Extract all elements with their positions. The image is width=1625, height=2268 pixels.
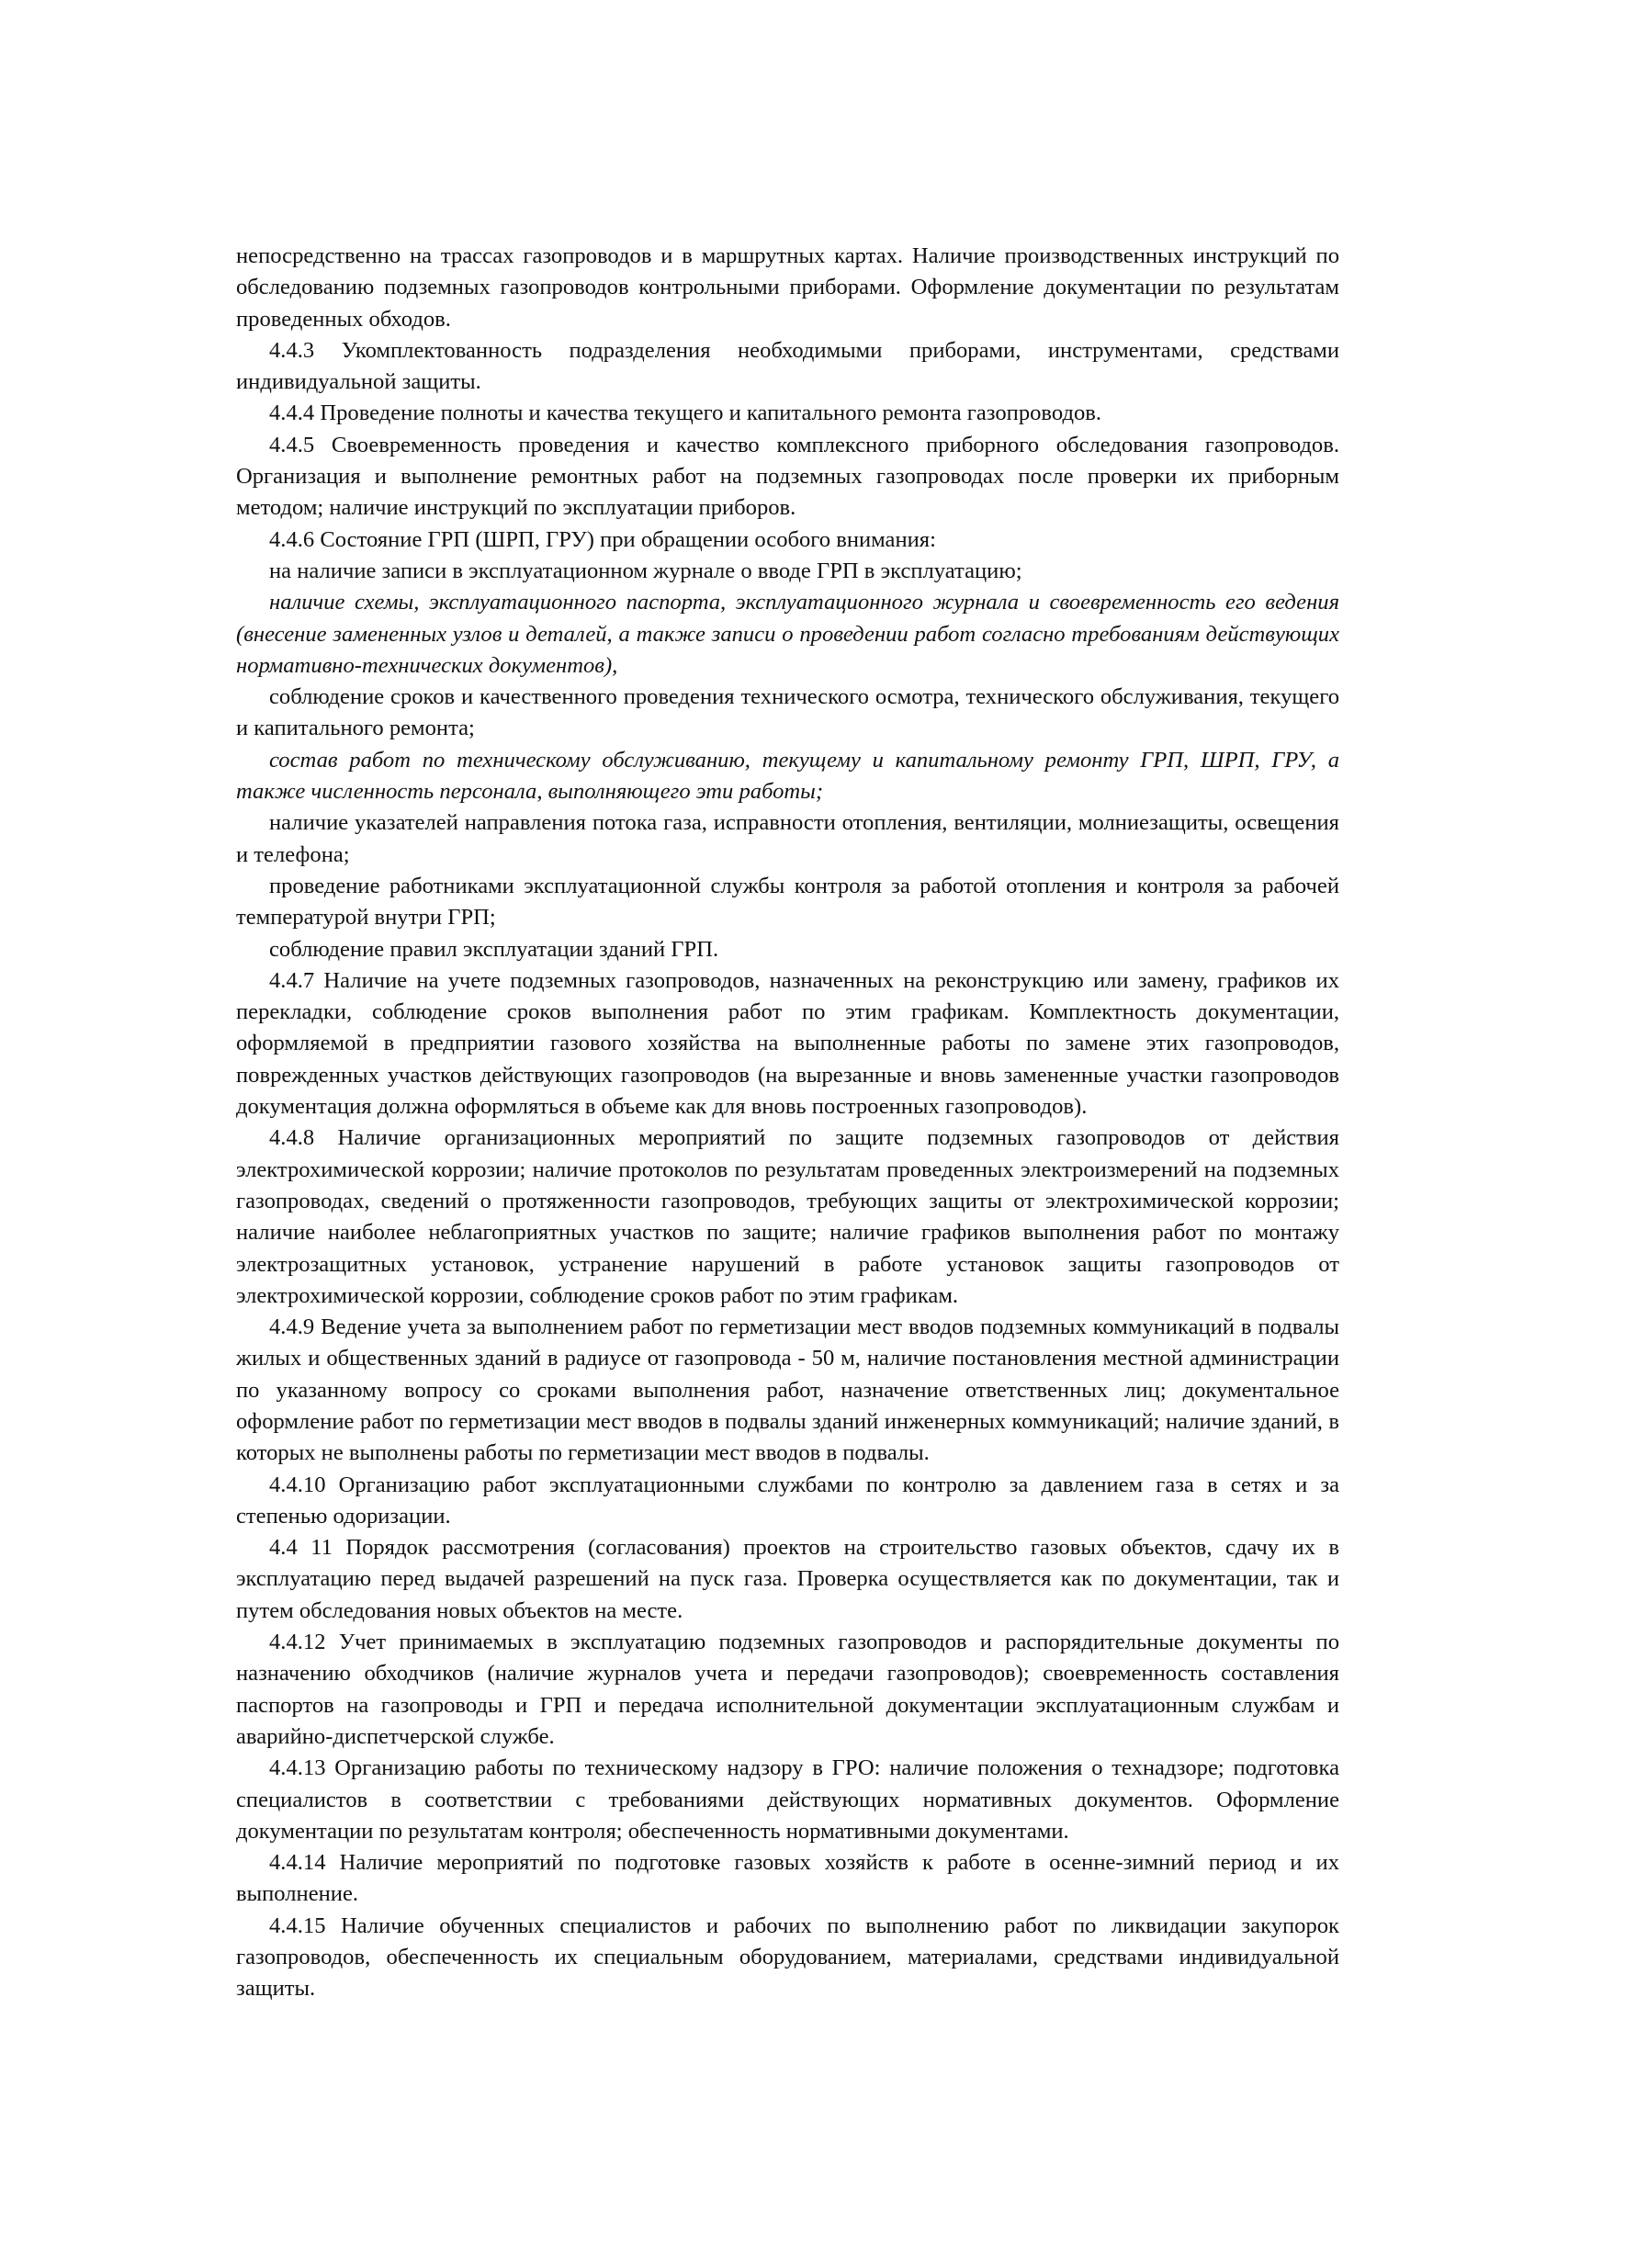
document-body [236, 241, 1339, 2005]
paragraph-4-4-4: 4.4.4 Проведение полноты и качества текущего и капитального ремонта газопроводов. [269, 401, 1102, 426]
paragraph-4-4-13: 4.4.13 Организацию работы по техническому надзору в ГРО: наличие положения о технадзоре; подготовка специалистов в соответствии с требованиями действующих нормативных документов. Оформление документации по результатам контроля; обеспеченность нормативными документами. [236, 1755, 1339, 1844]
paragraph-4-4-6-item-journal-record: на наличие записи в эксплуатационном журнале о вводе ГРП в эксплуатацию; [269, 558, 1022, 583]
paragraph-4-4-14: 4.4.14 Наличие мероприятий по подготовке газовых хозяйств к работе в осенне-зимний период и их выполнение. [236, 1850, 1339, 1907]
paragraph-4-4-3: 4.4.3 Укомплектованность подразделения необходимыми приборами, инструментами, средствами индивидуальной защиты. [236, 337, 1339, 395]
paragraph-4-4-15: 4.4.15 Наличие обученных специалистов и рабочих по выполнению работ по ликвидации закупорок газопроводов, обеспеченность их специальным оборудованием, материалами, средствами индивидуальной защиты. [236, 1913, 1339, 2002]
paragraph-4-4-6-item-scheme-passport: наличие схемы, эксплуатационного паспорта, эксплуатационного журнала и своевременность его ведения (внесение замененных узлов и деталей, а также записи о проведении работ согласно требованиям действующих нормативно-технических документов), [236, 590, 1339, 678]
paragraph-4-4-6-item-inspection-terms: соблюдение сроков и качественного проведения технического осмотра, технического обслуживания, текущего и капитального ремонта; [236, 684, 1339, 741]
paragraph-4-4-11: 4.4 11 Порядок рассмотрения (согласования) проектов на строительство газовых объектов, сдачу их в эксплуатацию перед выдачей разрешений на пуск газа. Проверка осуществляется как по документации, так и путем обследования новых объектов на месте. [236, 1535, 1339, 1623]
paragraph-4-4-6-item-heating-control: проведение работниками эксплуатационной службы контроля за работой отопления и контроля за рабочей температурой внутри ГРП; [236, 873, 1339, 931]
paragraph-4-4-6-item-flow-indicators: наличие указателей направления потока газа, исправности отопления, вентиляции, молниезащиты, освещения и телефона; [236, 810, 1339, 867]
paragraph-4-4-12: 4.4.12 Учет принимаемых в эксплуатацию подземных газопроводов и распорядительные документы по назначению обходчиков (наличие журналов учета и передачи газопроводов); своевременность составления паспортов на газопроводы и ГРП и передача исполнительной документации эксплуатационным службам и аварийно-диспетчерской службе. [236, 1630, 1339, 1749]
paragraph-4-4-8: 4.4.8 Наличие организационных мероприятий по защите подземных газопроводов от действия электрохимической коррозии; наличие протоколов по результатам проведенных электроизмерений на подземных газопроводах, сведений о протяженности газопроводов, требующих защиты от электрохимической коррозии; наличие наиболее неблагоприятных участков по защите; наличие графиков выполнения работ по монтажу электрозащитных установок, устранение нарушений в работе установок защиты газопроводов от электрохимической коррозии, соблюдение сроков работ по этим графикам. [236, 1125, 1339, 1308]
paragraph-4-4-6-item-work-scope: состав работ по техническому обслуживанию, текущему и капитальному ремонту ГРП, ШРП, ГРУ, а также численность персонала, выполняющего эти работы; [236, 747, 1339, 805]
paragraph-4-4-9: 4.4.9 Ведение учета за выполнением работ по герметизации мест вводов подземных коммуникаций в подвалы жилых и общественных зданий в радиусе от газопровода - 50 м, наличие постановления местной администрации по указанному вопросу со сроками выполнения работ, назначение ответственных лиц; документальное оформление работ по герметизации мест вводов в подвалы зданий инженерных коммуникаций; наличие зданий, в которых не выполнены работы по герметизации мест вводов в подвалы. [236, 1315, 1339, 1466]
paragraph-4-4-7: 4.4.7 Наличие на учете подземных газопроводов, назначенных на реконструкцию или замену, графиков их перекладки, соблюдение сроков выполнения работ по этим графикам. Комплектность документации, оформляемой в предприятии газового хозяйства на выполненные работы по замене этих газопроводов, поврежденных участков действующих газопроводов (на вырезанные и вновь замененные участки газопроводов документация должна оформляться в объеме как для вновь построенных газопроводов). [236, 967, 1339, 1120]
paragraph-4-4-10: 4.4.10 Организацию работ эксплуатационными службами по контролю за давлением газа в сетях и за степенью одоризации. [236, 1472, 1339, 1529]
paragraph-4-4-5: 4.4.5 Своевременность проведения и качество комплексного приборного обследования газопроводов. Организация и выполнение ремонтных работ на подземных газопроводах после проверки их приборным методом; наличие инструкций по эксплуатации приборов. [236, 432, 1339, 521]
paragraph-4-4-6-item-building-rules: соблюдение правил эксплуатации зданий ГРП. [269, 936, 719, 962]
paragraph-4-4-6: 4.4.6 Состояние ГРП (ШРП, ГРУ) при обращении особого внимания: [269, 526, 936, 552]
paragraph-intro-continuation: непосредственно на трассах газопроводов и в маршрутных картах. Наличие производственных инструкций по обследованию подземных газопроводов контрольными приборами. Оформление документации по результатам проведенных обходов. [236, 243, 1339, 332]
